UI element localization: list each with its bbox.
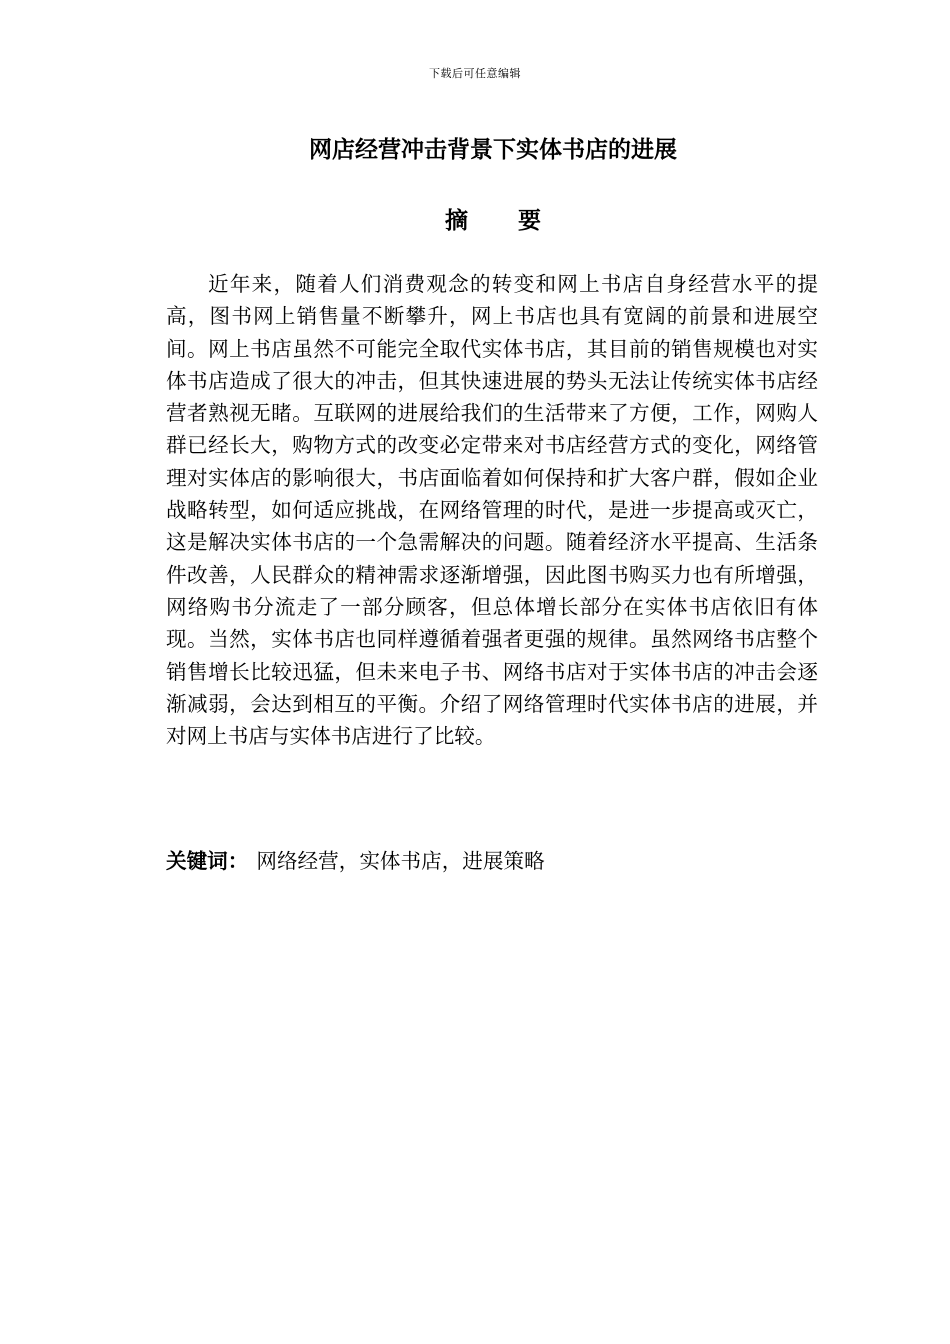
keywords-label: 关键词： xyxy=(166,849,249,873)
keywords-line xyxy=(166,845,818,877)
abstract-heading: 摘要 xyxy=(445,208,591,234)
header-note: 下载后可任意编辑 xyxy=(429,67,521,80)
abstract-body: 近年来，随着人们消费观念的转变和网上书店自身经营水平的提高，图书网上销售量不断攀升，网上书店也具有宽阔的前景和进展空间。网上书店虽然不可能完全取代实体书店，其目前的销售规模也对实体书店造成了很大的冲击，但其快速进展的势头无法让传统实体书店经营者熟视无睹。互联网的进展给我们的生活带来了方便，工作，网购人群已经长大，购物方式的改变必定带来对书店经营方式的变化，网络管理对实体店的影响很大，书店面临着如何保持和扩大客户群，假如企业战略转型，如何适应挑战，在网络管理的时代，是进一步提高或灭亡，这是解决实体书店的一个急需解决的问题。随着经济水平提高、生活条件改善，人民群众的精神需求逐渐增强，因此图书购买力也有所增强，网络购书分流走了一部分顾客，但总体增长部分在实体书店依旧有体现。当然，实体书店也同样遵循着强者更强的规律。虽然网络书店整个销售增长比较迅猛，但未来电子书、网络书店对于实体书店的冲击会逐渐减弱，会达到相互的平衡。介绍了网络管理时代实体书店的进展，并对网上书店与实体书店进行了比较。 xyxy=(166,272,818,749)
document-title: 网店经营冲击背景下实体书店的进展 xyxy=(309,137,677,163)
keywords-value: 网络经营，实体书店，进展策略 xyxy=(256,849,545,873)
